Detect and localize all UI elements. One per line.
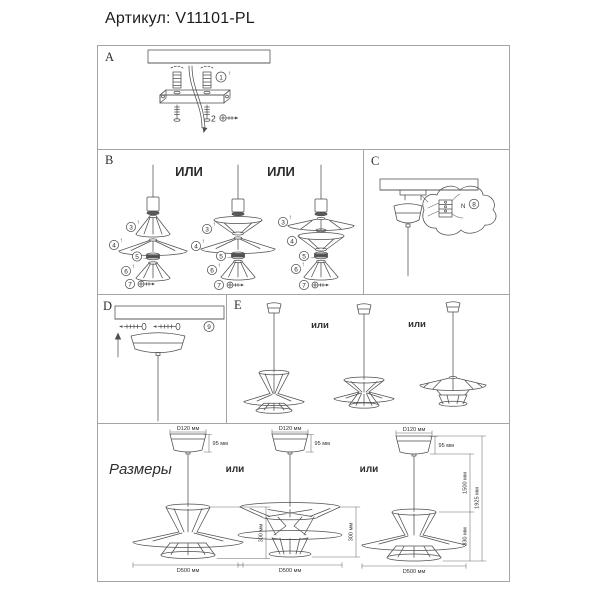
step-4-marker [109, 238, 122, 250]
locking-nut [147, 253, 160, 260]
or-label-2: ИЛИ [267, 164, 295, 179]
lamp-body [238, 503, 342, 557]
step-6-marker [291, 262, 304, 274]
exploded-variant-3 [278, 165, 354, 290]
up-arrow-icon: ↑ [201, 239, 205, 245]
side-screw-left [119, 323, 146, 329]
svg-text:D500 мм: D500 мм [402, 569, 426, 575]
svg-text:300 мм: 300 мм [258, 523, 265, 543]
up-arrow-icon: ↑ [301, 262, 305, 268]
dimensioned-lamp-1 [133, 426, 270, 574]
ceiling-hatch [148, 50, 270, 63]
screw-icon [312, 282, 329, 288]
shade-bottom [301, 260, 338, 280]
panel-d-drawing [98, 295, 226, 423]
canopy [396, 436, 432, 454]
svg-text:330 мм: 330 мм [462, 527, 469, 546]
svg-text:1925 мм: 1925 мм [474, 487, 481, 509]
lamp-body [362, 509, 466, 561]
shade-mid [298, 233, 344, 252]
step-8-marker [469, 199, 479, 209]
step-1-marker [216, 71, 231, 82]
svg-text:5: 5 [219, 253, 223, 261]
wall-plug-left [171, 66, 183, 88]
panel-b-drawing [98, 150, 363, 294]
ceiling-hatch [115, 306, 224, 319]
svg-text:95 мм: 95 мм [212, 441, 228, 447]
svg-text:300 мм: 300 мм [348, 522, 355, 542]
shade-bottom [221, 260, 255, 280]
panel-d [98, 295, 226, 423]
svg-text:9: 9 [207, 323, 211, 331]
pendant-lamp-1 [244, 303, 304, 414]
shade-bottom [136, 262, 170, 281]
panel-c [364, 150, 509, 294]
step-5-marker [132, 252, 148, 261]
right-arrow-icon: → [142, 255, 148, 261]
socket-cup [232, 199, 244, 212]
canopy-height-dim [204, 435, 228, 453]
up-arrow-icon: ↑ [131, 264, 135, 270]
canopy-diameter-dim [272, 426, 308, 435]
section-label-a: A [105, 50, 115, 64]
svg-text:4: 4 [112, 242, 116, 250]
up-arrow-icon: ↑ [288, 215, 292, 221]
terminal-block [428, 194, 466, 218]
pendant-lamp-3 [420, 302, 486, 407]
or-label-2: или [408, 319, 426, 330]
push-up-arrow [115, 333, 121, 358]
width-dim [238, 563, 342, 575]
svg-text:D120 мм: D120 мм [176, 426, 200, 432]
wire-n-label: N [461, 204, 466, 210]
canopy [170, 434, 206, 452]
shade-wide [201, 237, 275, 254]
wiring-detail-bubble [423, 186, 496, 235]
or-label-1: или [311, 320, 329, 331]
body-height-dim [312, 507, 360, 557]
total-height-dim [432, 436, 486, 561]
dimensions-label: Размеры [109, 461, 172, 478]
width-dim [362, 564, 466, 576]
panel-dimensions [98, 424, 509, 581]
up-arrow-icon: ↑ [228, 71, 231, 77]
svg-text:3: 3 [281, 219, 285, 227]
body-height-dim [211, 507, 270, 559]
panel-c-drawing [364, 150, 509, 294]
wall-plug-right [201, 66, 213, 88]
svg-text:3: 3 [205, 226, 209, 234]
socket-cup [315, 199, 327, 212]
canopy-height-dim [430, 437, 454, 455]
panel-e [227, 295, 509, 423]
screw-icon [227, 282, 244, 288]
canopy-diameter-dim [396, 427, 432, 436]
svg-text:7: 7 [128, 281, 132, 289]
bracket-screw-left [174, 105, 180, 121]
up-arrow-icon: ↑ [212, 222, 216, 228]
step-6-marker [207, 263, 220, 275]
svg-text:D120 мм: D120 мм [402, 427, 426, 433]
svg-text:D120 мм: D120 мм [278, 426, 302, 432]
canopy-diameter-dim [170, 426, 206, 435]
dimensioned-lamp-2 [238, 426, 360, 574]
step-5-marker [216, 251, 232, 260]
exploded-variant-1 [109, 165, 187, 289]
step-3-marker [126, 220, 139, 232]
svg-text:D500 мм: D500 мм [176, 568, 200, 574]
section-label-c: C [371, 154, 380, 168]
socket-cup [147, 197, 159, 211]
panel-a [98, 46, 509, 149]
svg-text:95 мм: 95 мм [314, 441, 330, 447]
dimensioned-lamp-3 [359, 427, 486, 575]
up-arrow-icon: ↑ [217, 263, 221, 269]
shade-top [288, 217, 354, 231]
svg-text:1: 1 [219, 74, 223, 82]
canopy [272, 434, 308, 452]
detail-leader-line [422, 196, 428, 202]
svg-text:5: 5 [135, 253, 139, 261]
svg-text:6: 6 [124, 268, 128, 276]
step-4-marker [287, 234, 300, 246]
step-9-marker [204, 322, 214, 332]
step-6-marker [121, 264, 134, 276]
svg-text:4: 4 [194, 243, 198, 251]
svg-text:7: 7 [302, 282, 306, 290]
panel-b [98, 150, 363, 294]
or-label-1: или [225, 464, 245, 475]
step-7-marker [299, 280, 329, 289]
lamp-body [133, 504, 243, 558]
locking-nut [315, 252, 328, 259]
width-dim [133, 563, 243, 575]
section-label-b: B [105, 153, 114, 167]
exploded-variant-2 [191, 165, 275, 290]
body-height-dim [443, 512, 486, 561]
power-wires [189, 66, 208, 133]
shade-top [214, 217, 262, 236]
step-5-marker [299, 251, 315, 260]
svg-text:1500 мм: 1500 мм [462, 472, 469, 494]
panel-a-drawing [98, 46, 509, 149]
or-label-1: ИЛИ [175, 164, 203, 179]
svg-text:95 мм: 95 мм [438, 443, 454, 449]
canopy-height-dim [306, 435, 330, 453]
svg-text:2: 2 [211, 113, 216, 124]
up-arrow-icon: ↑ [297, 234, 301, 240]
bracket-screw-right [204, 105, 210, 121]
svg-text:3: 3 [129, 224, 133, 232]
dimensions-drawing [98, 424, 509, 581]
screw-icon [138, 281, 155, 287]
shade-top [136, 215, 170, 237]
mounting-bracket [400, 190, 426, 200]
up-arrow-icon: ↑ [136, 220, 140, 226]
panel-e-drawing [227, 295, 509, 423]
right-arrow-icon: → [226, 254, 232, 261]
pendant-lamp-2 [334, 304, 394, 408]
or-label-2: или [359, 464, 379, 475]
svg-text:5: 5 [302, 253, 306, 261]
svg-text:6: 6 [210, 267, 214, 275]
svg-text:8: 8 [472, 201, 476, 209]
cord-length-dim [430, 454, 474, 512]
diagram-frame [97, 45, 510, 582]
step-7-marker [214, 280, 244, 289]
svg-text:4: 4 [290, 238, 294, 246]
step-2-marker [211, 114, 239, 124]
svg-text:6: 6 [294, 266, 298, 274]
section-label-d: D [103, 299, 113, 313]
screw-icon [220, 115, 239, 121]
side-screw-right [153, 323, 180, 329]
locking-nut [232, 252, 245, 259]
svg-text:7: 7 [217, 282, 221, 290]
ceiling-canopy [394, 204, 422, 227]
section-label-e: E [234, 298, 242, 312]
svg-text:D500 мм: D500 мм [278, 568, 302, 574]
page-title: Артикул: V11101-PL [105, 10, 255, 27]
ceiling-canopy [131, 333, 185, 356]
right-arrow-icon: → [309, 254, 315, 261]
ceiling-hatch [380, 179, 478, 190]
step-3-marker [202, 222, 215, 234]
up-arrow-icon: ↑ [119, 238, 123, 244]
